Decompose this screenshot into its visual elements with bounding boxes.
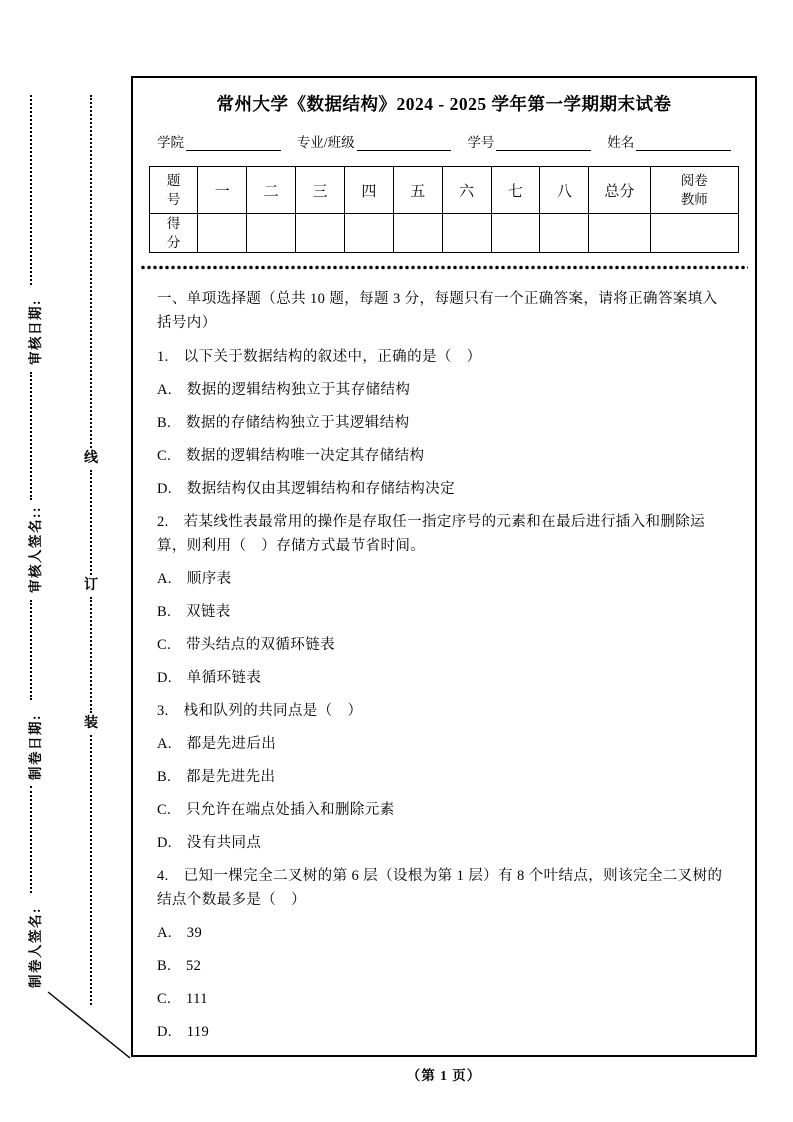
option-d: D. 单循环链表 [157,670,262,686]
score-col-3: 三 [296,167,345,214]
dotted-separator [140,265,748,270]
diagonal-line [42,984,134,1064]
question-3 [157,699,729,855]
student-id-blank [496,134,591,151]
margin-label-maker-signature: 制卷人签名: [28,907,43,988]
score-col-5: 五 [393,167,442,214]
score-empty-cell [540,214,589,253]
score-empty-cell [344,214,393,253]
option-d: D. 119 [157,1024,210,1040]
question-section [133,287,755,1044]
binding-line-segment [90,95,92,448]
score-label-cell [150,214,198,253]
field-label-college: 学院 [157,135,184,150]
score-empty-cell [491,214,540,253]
label-char: 号 [166,192,181,207]
score-col-2: 二 [247,167,296,214]
binding-line-segment [90,735,92,1005]
score-header-row [150,167,739,214]
label-char: 分 [166,235,181,250]
score-empty-cell [247,214,296,253]
name-blank [636,134,731,151]
score-col-1: 一 [198,167,247,214]
grader-line: 阅卷 [680,173,708,188]
option-b: B. 都是先进先出 [157,769,276,785]
option-b: B. 52 [157,958,202,974]
margin-dotted-blank [30,372,32,500]
score-empty-cell [198,214,247,253]
option-b: B. 数据的存储结构独立于其逻辑结构 [157,415,410,431]
section-heading: 一、单项选择题（总共 10 题，每题 3 分，每题只有一个正确答案，请将正确答案填入括号内） [157,291,718,331]
field-label-major-class: 专业/班级 [296,135,355,150]
question-text: 3. 栈和队列的共同点是（ ） [157,703,363,719]
score-empty-cell [589,214,650,253]
score-col-6: 六 [442,167,491,214]
option-a: A. 都是先进后出 [157,736,277,752]
option-d: D. 没有共同点 [157,835,262,851]
binding-char: 装 [84,716,98,731]
score-col-7: 七 [491,167,540,214]
question-text: 1. 以下关于数据结构的叙述中，正确的是（ ） [157,349,482,365]
margin-label-review-date: 审核日期: [28,299,43,365]
question-2 [157,510,729,690]
college-blank [186,134,281,151]
option-c: C. 只允许在端点处插入和删除元素 [157,802,395,818]
question-4 [157,864,729,1044]
score-empty-cell [393,214,442,253]
score-col-total: 总分 [589,167,650,214]
margin-label-reviewer-signature: 审核人签名:: [28,506,43,593]
exam-paper-box [131,76,757,1057]
page-number: （第 1 页） [406,1068,482,1083]
major-class-blank [357,134,452,151]
score-col-4: 四 [344,167,393,214]
score-empty-cell [442,214,491,253]
option-a: A. 39 [157,925,203,941]
grader-cell [650,167,738,214]
question-1 [157,345,729,501]
option-c: C. 111 [157,991,208,1007]
field-label-name: 姓名 [607,135,635,150]
question-text: 4. 已知一棵完全二叉树的第 6 层（设根为第 1 层）有 8 个叶结点，则该完全二叉树的结点个数最多是（ ） [157,868,723,908]
score-col-8: 八 [540,167,589,214]
margin-dotted-blank [30,95,32,285]
binding-line [83,95,99,1005]
label-char: 题 [166,173,181,188]
binding-line-segment [90,597,92,713]
label-char: 得 [166,216,181,231]
option-c: C. 带头结点的双循环链表 [157,637,335,653]
score-value-row [150,214,739,253]
option-c: C. 数据的逻辑结构唯一决定其存储结构 [157,448,425,464]
question-text: 2. 若某线性表最常用的操作是存取任一指定序号的元素和在最后进行插入和删除运算，则利用（ ）存储方式最节省时间。 [157,514,706,554]
binding-line-segment [90,470,92,575]
option-b: B. 双链表 [157,604,231,620]
score-empty-cell [296,214,345,253]
score-empty-cell [650,214,738,253]
option-a: A. 数据的逻辑结构独立于其存储结构 [157,382,411,398]
exam-title: 常州大学《数据结构》2024 - 2025 学年第一学期期末试卷 [216,94,672,114]
option-d: D. 数据结构仅由其逻辑结构和存储结构决定 [157,481,455,497]
student-info-row [157,131,731,151]
option-a: A. 顺序表 [157,571,232,587]
binding-char: 线 [84,451,98,466]
binding-char: 订 [84,578,98,593]
grader-line: 教师 [680,192,708,207]
field-label-student-id: 学号 [467,135,495,150]
score-table [149,166,739,253]
margin-dotted-blank [30,786,32,893]
margin-label-make-date: 制卷日期: [28,714,43,780]
question-number-label-cell [150,167,198,214]
margin-dotted-blank [30,600,32,700]
